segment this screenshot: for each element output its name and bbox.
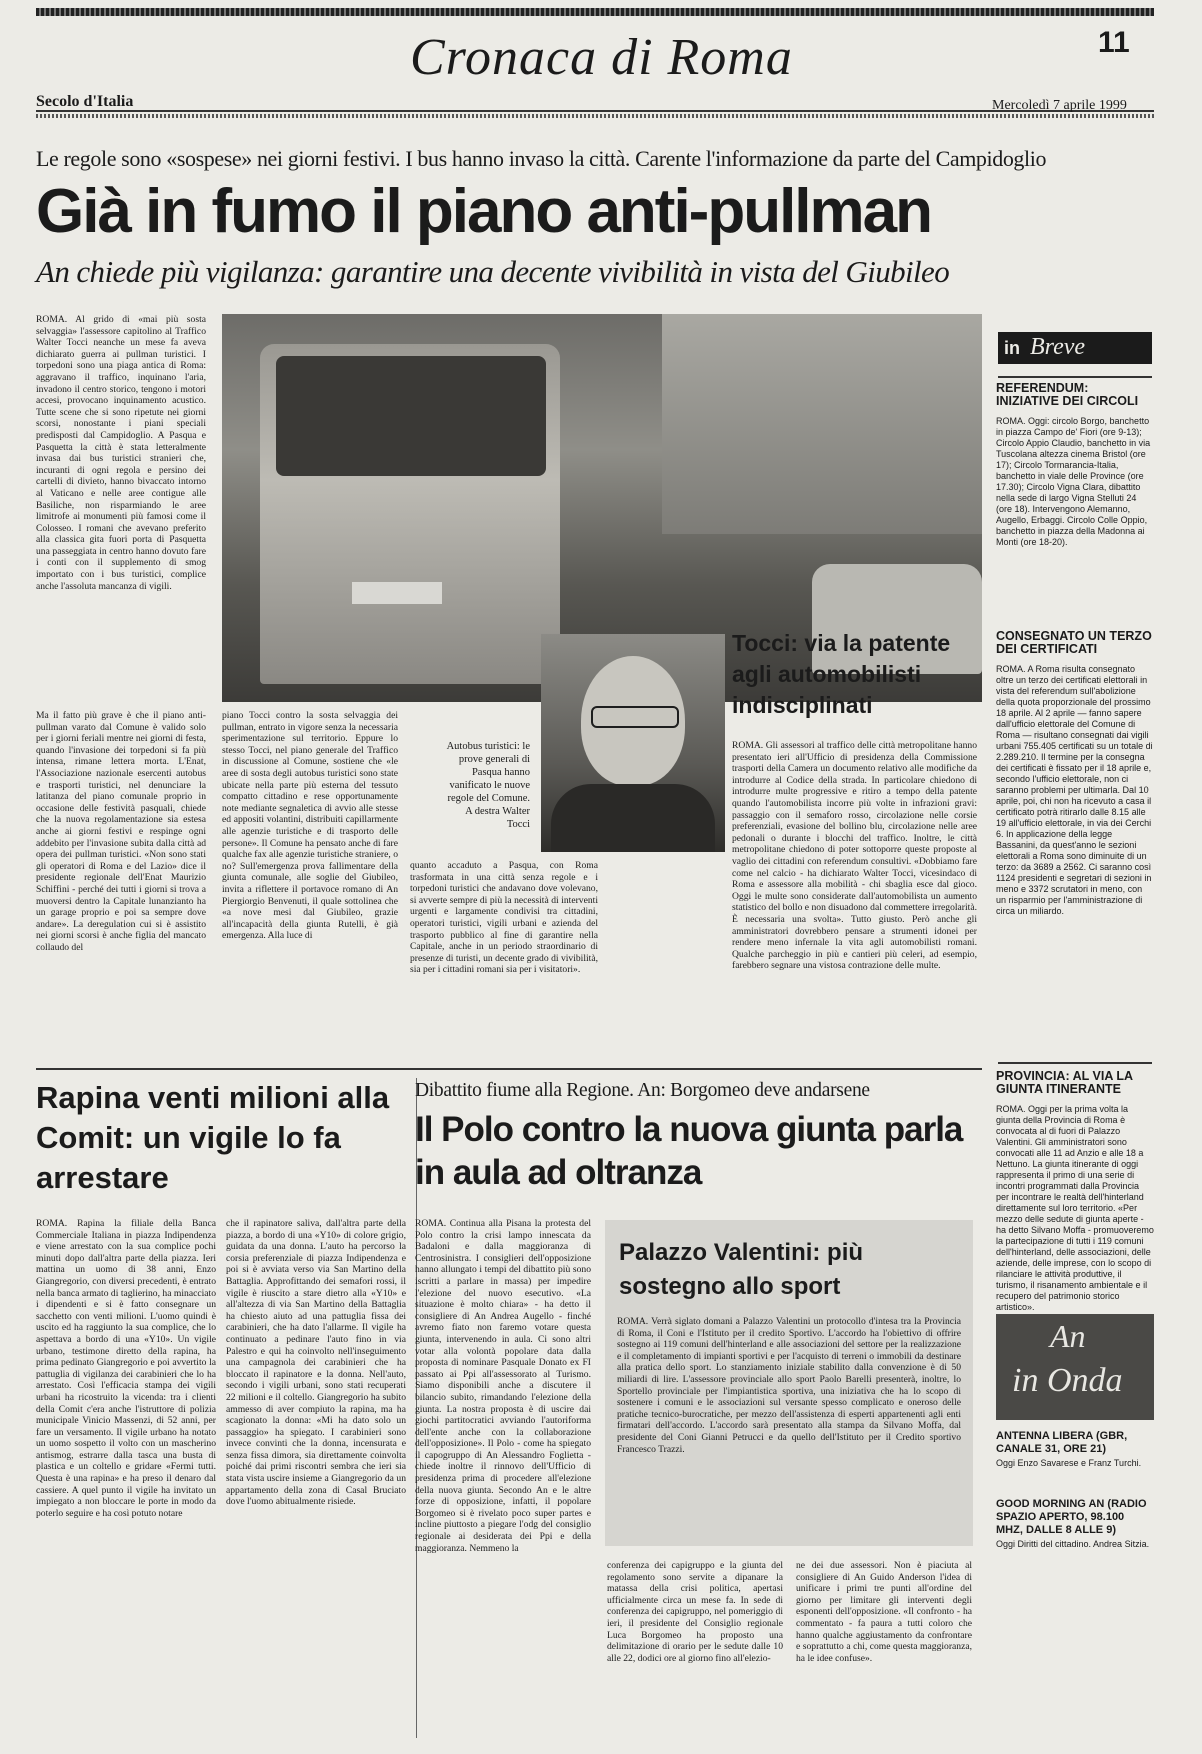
masthead-pattern	[36, 114, 1154, 118]
sidebar-rule	[998, 376, 1152, 378]
breve-in: in	[1004, 338, 1020, 358]
valentini-box	[605, 1220, 973, 1546]
polo-col1	[415, 1218, 591, 1738]
an-in-onda-box	[996, 1314, 1154, 1420]
tocci-jacket	[551, 784, 715, 852]
lead-col2-text: piano Tocci contro la sosta selvaggia dei pullman, entrato in vigore senza la necessaria sperimentazione sul territorio. Eppure lo stesso Tocci, nel piano generale del Traffico in discussione al Comune, sostiene che «le aree di sosta degli autobus turistici sono state ubicate nella parte più esterna del tessuto compatto cittadino e rese opportunamente note mediante segnaletica di avvio alle stesse ed appositi volantini, distribuiti capillarmente alle agenzie turistiche e di trasporto delle persone». Il Comune ha pensato anche di fare qualche fax alle agenzie turistiche straniere, o no? Sull'emergenza prova fallimentare della giunta comunale, alle soglie del Giubileo, invita a riflettere il portavoce romano di An Piergiorgio Benvenuti, il quale sottolinea che «a nove mesi dal Giubileo, grazie all'incapacità della giunta Rutelli, è già emergenza. Alla luce di	[222, 710, 398, 942]
tocci-glasses	[591, 706, 679, 728]
lead-col1-text: ROMA. Al grido di «mai più sosta selvaggia» l'assessore capitolino al Traffico Walter Tocci neanche un mese fa aveva dichiarato guerra ai pullman turistici. I torpedoni sono una piaga antica di Roma: aggravano il traffico, inquinano l'aria, invadono il centro storico, tengono i motori accesi, provocano inquinamento acustico. Tutte scene che si sono ripetute nei giorni scorsi, nonostante i piani speciali predisposti dal Campidoglio. A Pasqua e Pasquetta la città è stata letteralmente invasa dai bus turistici stranieri che, incuranti di ogni regola e persino dei cartelli di divieto, hanno bivaccato intorno al Vaticano e nelle aree contigue alle Basiliche, non risparmiando le aree limitrofe ai monumenti più famosi come il Colosseo. I romani che avevano preferito alla classica gita fuori porta di Pasquetta una passeggiata in centro hanno dovuto fare i conti con il supplemento di smog importato con i bus turistici, complice anche l'assoluta mancanza di vigili.	[36, 314, 206, 592]
lead-col1	[36, 314, 206, 724]
radio-title: ANTENNA LIBERA (GBR, CANALE 31, ORE 21)	[996, 1430, 1128, 1455]
lead-col2	[222, 710, 398, 1050]
tocci-col	[732, 740, 977, 972]
valentini-col-text: ROMA. Verrà siglato domani a Palazzo Valentini un protocollo d'intesa tra la Provincia di Roma, il Coni e l'Istituto per il credito Sportivo. L'accordo ha l'obiettivo di offrire sostegno ai 119 comuni dell'hinterland e alle associazioni del settore per la realizzazione e il completamento di impianti sportivi e per l'acquisto di terreni o immobili da destinare alla pratica dello sport. Lo stanziamento iniziale stabilito dalla convenzione è di 50 miliardi di lire. L'assessore provinciale allo sport Paolo Barelli presenterà, inoltre, lo Sportello provinciale per l'impiantistica sportiva, una iniziativa che ha lo scopo di sostenere i comuni e le associazioni sul versante spesso complicato e oneroso delle pratiche tecnico-burocratiche, per mezzo dell'assistenza di esperti appartenenti agli enti firmatari dell'accordo. L'accordo sarà presentato alla stampa da Silvano Moffa, dal presidente del Coni Gianni Petrucci e da quello dell'Istituto per il Credito sportivo Francesco Trazzi.	[617, 1316, 961, 1455]
masthead-rule	[36, 110, 1154, 112]
brief-item	[996, 630, 1154, 1030]
polo-col2-text: conferenza dei capigruppo e la giunta del regolamento sono servite a dipanare la matassa della crisi politica, apertasi ufficialmente circa un mese fa. In sede di conferenza dei capigruppo, nel pomeriggio di ieri, il presidente del Consiglio regionale Luca Borgomeo ha proposto una delimitazione di orario per le sedute dalle 10 alle 22, dodici ore al giorno fino all'elezio-	[607, 1560, 783, 1664]
polo-col3	[796, 1560, 972, 1738]
onda-line1: An	[1050, 1318, 1086, 1354]
bus-windshield	[276, 356, 546, 476]
lead-subhead: An chiede più vigilanza: garantire una decente vivibilità in vista del Giubileo	[36, 254, 950, 289]
breve-label	[998, 332, 1152, 364]
issue-date: Mercoledì 7 aprile 1999	[992, 98, 1127, 113]
lead-col1b-text: Ma il fatto più grave è che il piano anti-pullman varato dal Comune è valido solo per i giorni feriali mentre nei giorni di festa, quando l'invasione dei torpedoni si fa più intensa, rimane lettera morta. L'Enat, l'Associazione nazionale esercenti autobus e trasporti turistici, nel denunciare la latitanza del piano comunale proprio in occasione delle festività pasquali, chiede che la nuova regolamentazione sia estesa anche ai giorni festivi e respinge ogni addebito per l'invasione subita dalla città ad opera dei pullman turistici. «Non sono stati gli operatori di Roma e del Lazio» dice il presidente regionale dell'Enat Maurizio Schiffini - perché dei tutti i giorni si trova a muoversi dentro la Capitale lunanzianto ha un garage proprio e poi sa sempre dove andare». La deregulation cui si è assistito nei giorni scorsi è anche figlia del mancato collaudo del	[36, 710, 206, 953]
rapina-col1	[36, 1218, 216, 1738]
brief-title: PROVINCIA: AL VIA LA GIUNTA ITINERANTE	[996, 1069, 1133, 1096]
brief-title: REFERENDUM: INIZIATIVE DEI CIRCOLI	[996, 381, 1139, 408]
radio-item	[996, 1498, 1154, 1588]
polo-kicker: Dibattito fiume alla Regione. An: Borgomeo deve andarsene	[415, 1080, 870, 1101]
polo-headline: Il Polo contro la nuova giunta parla in aula ad oltranza	[415, 1110, 963, 1192]
newspaper-name: Secolo d'Italia	[36, 93, 134, 110]
bus-plate	[352, 582, 442, 604]
lead-col3-text: quanto accaduto a Pasqua, con Roma trasformata in una città senza regole e i torpedoni turistici che andavano dove volevano, si avverte sempre di più la necessità di interventi urgenti e largamente condivisi tra cittadini, operatori turistici, vigili urbani e azienda del trasporto pubblico al fine di garantire nella Capitale, anche in un periodo straordinario di presenze di turisti, un decente grado di vivibilità, sia per i cittadini romani sia per i visitatori».	[410, 860, 598, 976]
brief-text: ROMA. Oggi per la prima volta la giunta della Provincia di Roma è convocata al di fuori di Palazzo Valentini. Gli amministratori sono convocati alle 11 ad Anzio e alle 18 a Nettuno. La giunta itinerante di oggi rappresenta il primo di una serie di incontri programmati dalla Provincia per incontrare le realtà dell'hinterland direttamente sul loro territorio. «Per mezzo delle sedute di giunta aperte - ha detto Silvano Moffa - promuoveremo la partecipazione di tutti i 119 comuni dell'hinterland, delle associazioni, delle aziende, delle imprese, con lo scopo di rilanciare le attività produttive, il turismo, il risanamento ambientale e il recupero del patrimonio storico artistico».	[996, 1104, 1154, 1312]
tocci-col-text: ROMA. Gli assessori al traffico delle città metropolitane hanno presentato ieri all'Ufficio di presidenza della Commissione trasporti della Camera un documento relativo alle modifiche da introdurre al Codice della strada. In particolare chiedono di introdurre multe progressive e ritiro a tempo della patente quando l'automobilista incorre più volte in infrazioni gravi: passaggio con il semaforo rosso, circolazione nelle corsie preferenziali, evasione del bollino blu, circolazione nelle aree pedonali o durante i blocchi del traffico. Inoltre, le città metropolitane chiedono di poter sottoporre queste proposte al vaglio dei cittadini con referendum consultivi. «Dobbiamo fare come nel calcio - ha dichiarato Walter Tocci, vicesindaco di Roma e assessore alla mobilità - chi sbaglia esce dal gioco. Oggi le multe sono considerate dall'automobilista un aumento statistico del bollo e non disuadono dal commettere irregolarità. È necessaria una svolta». Tutto giusto. Però anche gli amministratori dovrebbero pensare a strumenti idonei per rendere meno infernale la vita agli automobilisti romani. Qualche parcheggio in più e cantieri più celeri, ad esempio, farebbero segnare una vistosa contrazione delle multe.	[732, 740, 977, 972]
page-number: 11	[1098, 26, 1130, 59]
section-title: Cronaca di Roma	[410, 29, 793, 86]
polo-col3-text: ne dei due assessori. Non è piaciuta al consigliere di An Guido Anderson l'idea di unificare i primi tre punti all'ordine del giorno per limitare gli interventi degli esponenti dell'opposizione. «Il confronto - ha commentato - fa paura a tutti coloro che hanno qualche aggiustamento da confrontare e soprattutto a chi, come questa maggioranza, ha le idee confuse».	[796, 1560, 972, 1664]
building-facade	[662, 314, 982, 534]
tocci-headline: Tocci: via la patente agli automobilisti indisciplinati	[732, 630, 951, 718]
lead-col3	[410, 860, 598, 1050]
radio-title: GOOD MORNING AN (RADIO SPAZIO APERTO, 98.100 MHZ, DALLE 8 ALLE 9)	[996, 1498, 1147, 1536]
radio-text: Oggi Diritti del cittadino. Andrea Sitzia.	[996, 1539, 1150, 1549]
onda-line2: in Onda	[1012, 1362, 1123, 1399]
valentini-col	[617, 1316, 961, 1536]
radio-text: Oggi Enzo Savarese e Franz Turchi.	[996, 1458, 1142, 1468]
tocci-col-b	[607, 866, 977, 1056]
tocci-photo	[541, 634, 725, 852]
rapina-col2-text: che il rapinatore saliva, dall'altra parte della piazza, a bordo di una «Y10» di colore grigio, guidata da una donna. L'auto ha percorso la corsia preferenziale di piazza Indipendenza e poi si è avviata verso via San Martino della Battaglia. Approfittando dei semafori rossi, il vigile è riuscito a stare dietro alla «Y10» e all'altezza di via San Martino della Battaglia ha chiesto aiuto ad una pattuglia fissa dei carabinieri, che ha dato l'allarme. Il vigile ha continuato a pedinare l'auto fino in via Palestro e qui ha coinvolto nell'inseguimento una campagnola dei carabinieri che ha bloccato il rapinatore e la donna. Nell'auto, secondo i vigili urbani, sono stati recuperati 22 milioni e il coltello. Giangregorio ha subito ammesso di aver compiuto la rapina, ma ha scagionato la donna: «Mi ha dato solo un passaggio» ha spiegato. I carabinieri sono invece convinti che la donna, incensurata e senza fissa dimora, sia direttamente coinvolta poiché dai primi riscontri sembra che ieri sia stata vista uscire insieme a Giangregorio da un appartamento della zona di Casal Bruciato dove l'uomo abitualmente risiede.	[226, 1218, 406, 1508]
rapina-col1-text: ROMA. Rapina la filiale della Banca Commerciale Italiana in piazza Indipendenza e viene arrestato con la sua complice pochi minuti dopo dall'altra parte della piazza. Ieri mattina un uomo di 38 anni, Enzo Giangregorio, con diversi precedenti, è entrato nella banca armato di taglierino, ha minacciato i dipendenti e si è fatto consegnare un sacchetto con venti milioni. L'uomo quindi è uscito ed ha raggiunto la sua complice, che lo aspettava a bordo di una «Y10». Un vigile urbano, testimone diretto della rapina, ha prima pedinato Giangregorio e poi avvertito la pattuglia di vigilanza dei carabinieri che lo ha arrestato. Così l'efficacia stampa dei vigili urbani ha ricostruito la vicenda: tra i clienti della Comit c'era anche l'istruttore di polizia municipale Vinicio Massenzi, di 52 anni, per fare un versamento. Il vigile urbano ha notato un uomo sospetto il volto con un mascherino antismog, estrarre dalla tasca una busta di plastica e un coltello e gridare «Fermi tutti. Questa è una rapina» e ha preso il denaro dal cassiere. A quel punto il vigile ha invitato un impiegato a non bloccare le porte in modo da poterlo seguire e ha così potuto notare	[36, 1218, 216, 1519]
radio-item	[996, 1430, 1154, 1490]
valentini-headline: Palazzo Valentini: più sostegno allo sport	[619, 1239, 864, 1300]
sidebar	[994, 314, 1162, 1744]
rapina-col2	[226, 1218, 406, 1738]
mid-rule	[36, 1068, 982, 1070]
brief-text: ROMA. Oggi: circolo Borgo, banchetto in piazza Campo de' Fiori (ore 9-13); Circolo Appio Claudio, banchetto in via Tuscolana altezza cinema Bristol (ore 17); Circolo Tormarancia-Italia, banchetto in viale delle Province (ore 17.30); Circolo Vigna Clara, dibattito nella sede di largo Vigna Stelluti 24 (ore 18). Intervengono Alemanno, Augello, Erbaggi. Circolo Colle Oppio, banchetto in piazza della Madonna ai Monti (ore 18-20).	[996, 416, 1151, 547]
lead-kicker: Le regole sono «sospese» nei giorni festivi. I bus hanno invaso la città. Carente l'informazione da parte del Campidoglio	[36, 146, 1047, 171]
sidebar-rule-2	[998, 1062, 1152, 1064]
photo-caption: Autobus turistici: le prove generali di Pasqua hanno vanificato le nuove regole del Comune. A destra Walter Tocci	[446, 741, 530, 830]
polo-col1-text: ROMA. Continua alla Pisana la protesta del Polo contro la crisi lampo innescata da Badaloni e dalla maggioranza di Centrosinistra. I consiglieri dell'opposizione hanno allungato i tempi del dibattito più sono iscritti a parlare in massa) per impedire l'elezione del nuovo esecutivo. «La situazione è molto chiara» - ha detto il consigliere di An Andrea Augello - finché avremo fiato non faremo votare questa giunta, intervenendo in aula. Ci sono altri votar alla volontà popolare data dalla proposta di nominare Pasquale Donato ex FI passato ai Ppi all'assessorato al Turismo. Siamo disponibili anche a discutere il bilancio subito, rimandando l'elezione della giunta. La nostra proposta è di uscire dai giochi partitocratici avviando l'autoriforma dell'ente anche con la collaborazione dell'opposizione». Il Polo - come ha spiegato il capogruppo di An Alessandro Foglietta - chiede inoltre il rinnovo dell'Ufficio di presidenza prima di procedere all'elezione della nuova giunta. Secondo An e le altre forze di opposizione, infatti, il popolare Borgomeo si è rivelato poco super partes e incline piuttosto a piegare l'odg del consiglio regionale ai desiderata dei Ppi e della maggioranza. Nemmeno la	[415, 1218, 591, 1554]
brief-text: ROMA. A Roma risulta consegnato oltre un terzo dei certificati elettorali in vista del referendum sull'abolizione della quota proporzionale del prossimo 18 aprile. Al 2 aprile — fanno sapere dall'ufficio elettorale del Comune di Roma — risultano consegnati dai vigili urbani 755.405 certificati su un totale di 2.289.210. Il termine per la consegna dei certificati è fissato per il 18 aprile e, secondo l'ufficio elettorale, non ci saranno problemi per ultimarla. Dal 10 aprile, poi, chi non ha ricevuto a casa il certificato potrà ritirarlo dalle 8.15 alle 19 all'ufficio elettorale, in via dei Cerchi 6. In applicazione della legge Bassanini, da quest'anno le sezioni elettorali a Roma sono diminuite di un terzo: da 3689 a 2562. Ci saranno così 1124 presidenti e segretari di sezioni in meno e 3372 scrutatori in meno, con un risparmio per l'amministrazione di circa un miliardo.	[996, 664, 1153, 916]
lead-col1b	[36, 710, 206, 1050]
top-rule	[36, 8, 1154, 16]
breve-word: Breve	[1030, 334, 1086, 360]
rapina-headline: Rapina venti milioni alla Comit: un vigile lo fa arrestare	[36, 1080, 390, 1195]
brief-item	[996, 382, 1154, 622]
brief-title: CONSEGNATO UN TERZO DEI CERTIFICATI	[996, 629, 1152, 656]
lead-headline: Già in fumo il piano anti-pullman	[36, 177, 931, 246]
polo-col2	[607, 1560, 783, 1738]
